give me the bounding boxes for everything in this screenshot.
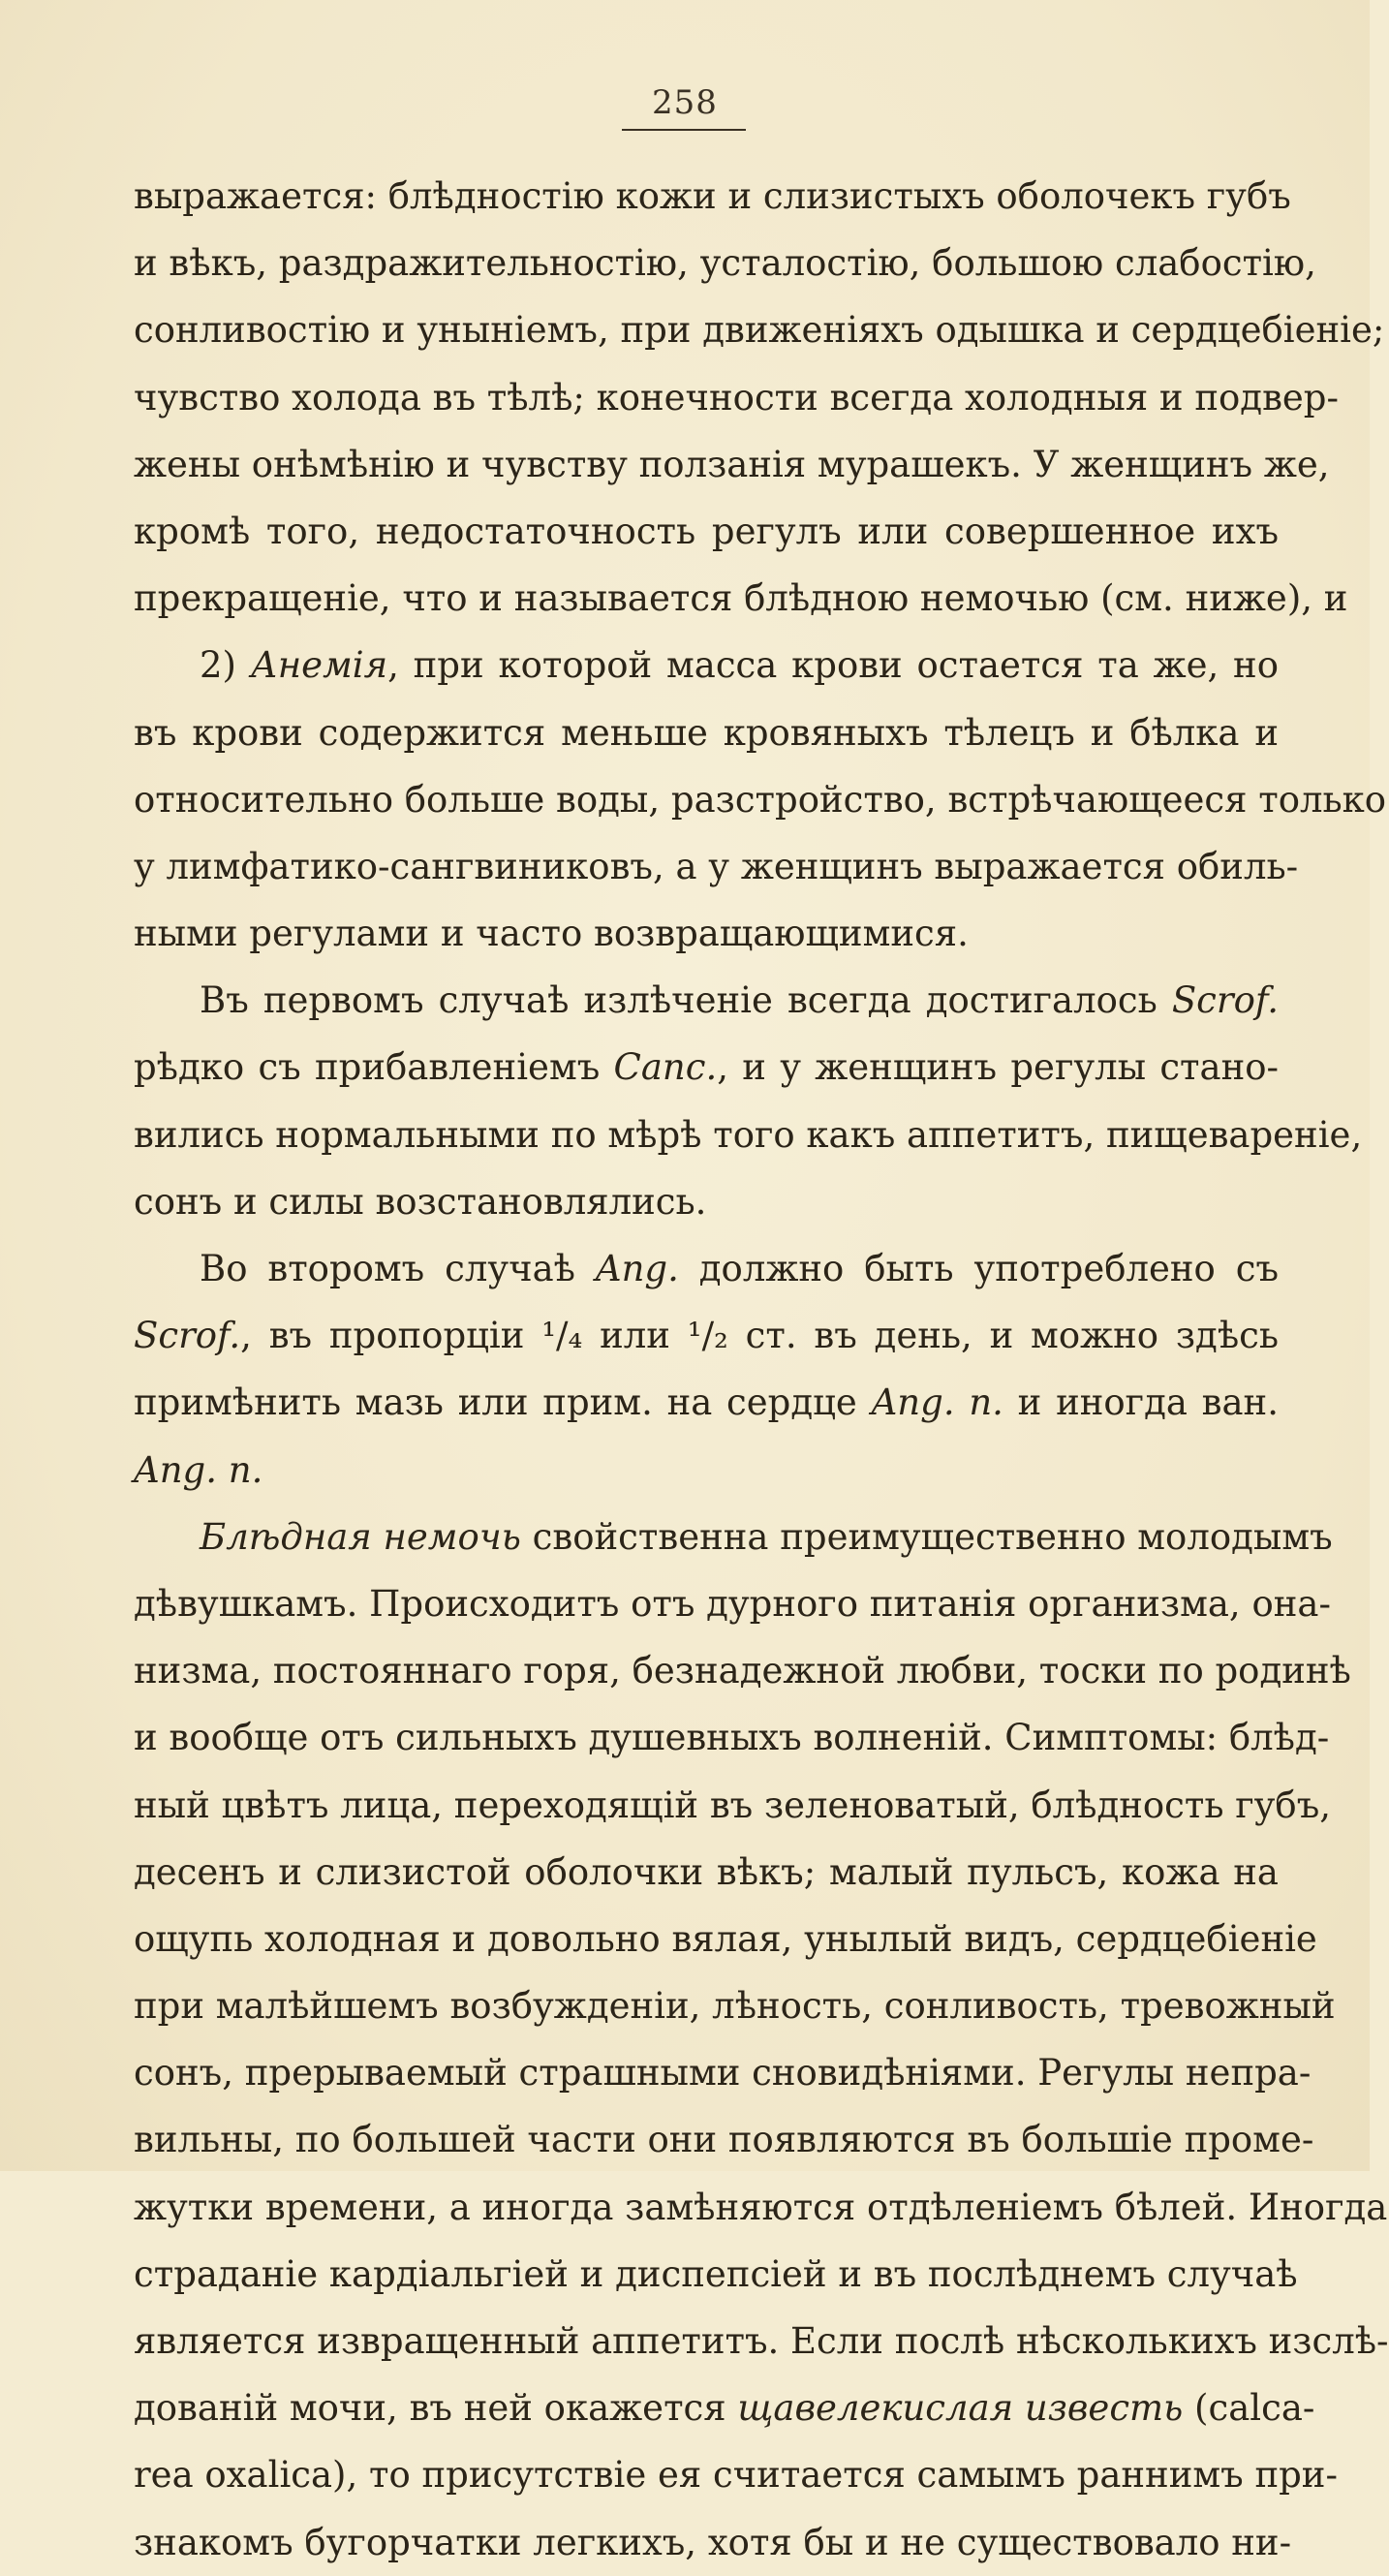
text-line: вились нормальными по мѣрѣ того какъ аппетитъ, пищевареніе, bbox=[134, 1113, 1363, 1156]
text-line bbox=[134, 967, 1279, 1034]
text-line bbox=[134, 632, 1279, 698]
text-line: жутки времени, а иногда замѣняются отдѣленіемъ бѣлей. Иногда bbox=[134, 2186, 1388, 2228]
text-line: чувство холода въ тѣлѣ; конечности всегда холодныя и подвер- bbox=[134, 376, 1339, 419]
text-line: относительно больше воды, разстройство, встрѣчающееся только bbox=[134, 778, 1387, 821]
italic-term: Ang. bbox=[595, 1248, 679, 1289]
text-line bbox=[134, 2374, 1315, 2441]
text-segment: должно быть употреблено съ bbox=[678, 1248, 1279, 1289]
text-line: страданіе кардіальгіей и диспепсіей и въ послѣднемъ случаѣ bbox=[134, 2252, 1298, 2295]
text-line: rea oxalica), то присутствіе ея считается самымъ раннимъ при- bbox=[134, 2454, 1338, 2497]
text-line: и вообще отъ сильныхъ душевныхъ волненій. Симптомы: блѣд- bbox=[134, 1717, 1330, 1759]
text-line bbox=[134, 1369, 1279, 1436]
italic-term: щавелекислая известь bbox=[737, 2387, 1184, 2430]
text-line: ный цвѣтъ лица, переходящій въ зеленоватый, блѣдность губъ, bbox=[134, 1784, 1332, 1826]
text-line: десенъ и слизистой оболочки вѣкъ; малый пульсъ, кожа на bbox=[134, 1850, 1279, 1893]
text-segment: и иногда ван. bbox=[1003, 1381, 1279, 1424]
text-segment: Во второмъ случаѣ bbox=[200, 1248, 596, 1289]
text-line: сонъ, прерываемый страшными сновидѣніями. Регулы непра- bbox=[134, 2052, 1312, 2095]
italic-term: Scrof. bbox=[134, 1315, 241, 1357]
text-line: ными регулами и часто возвращающимися. bbox=[134, 913, 969, 955]
text-line: ощупь холодная и довольно вялая, унылый видъ, сердцебіеніе bbox=[134, 1917, 1317, 1960]
text-segment: примѣнить мазь или прим. на сердце bbox=[134, 1381, 872, 1424]
italic-term: Анемія bbox=[250, 644, 388, 687]
text-segment: 2) bbox=[200, 644, 251, 687]
text-line: вильны, по большей части они появляются въ большіе проме- bbox=[134, 2119, 1314, 2161]
text-line: дѣвушкамъ. Происходитъ отъ дурного питанія организма, она- bbox=[134, 1582, 1331, 1625]
text-line: и вѣкъ, раздражительностію, усталостію, большою слабостію, bbox=[134, 242, 1316, 285]
text-segment: , и у женщинъ регулы стано- bbox=[717, 1046, 1280, 1089]
italic-term: Ang. n. bbox=[134, 1448, 263, 1491]
text-line: низма, постояннаго горя, безнадежной любви, тоски по родинѣ bbox=[134, 1650, 1351, 1692]
text-segment: свойственна преимущественно молодымъ bbox=[520, 1515, 1333, 1558]
text-line: въ крови содержится меньше кровяныхъ тѣлецъ и бѣлка и bbox=[134, 711, 1279, 754]
page-number: 258 bbox=[652, 83, 718, 122]
text-line bbox=[134, 1034, 1279, 1101]
italic-term: Ang. n. bbox=[871, 1381, 1003, 1424]
text-line bbox=[134, 1504, 1333, 1570]
text-line: у лимфатико-сангвиниковъ, а у женщинъ выражается обиль- bbox=[134, 845, 1299, 887]
text-line: выражается: блѣдностію кожи и слизистыхъ оболочекъ губъ bbox=[134, 175, 1291, 217]
text-line bbox=[134, 1235, 1279, 1302]
text-line: является извращенный аппетитъ. Если послѣ нѣсколькихъ изслѣ- bbox=[134, 2320, 1389, 2362]
text-line: сонливостію и уныніемъ, при движеніяхъ одышка и сердцебіеніе; bbox=[134, 309, 1385, 352]
text-line bbox=[134, 1302, 1279, 1369]
header-rule bbox=[622, 129, 746, 131]
italic-term: Canc. bbox=[613, 1046, 718, 1089]
text-segment: рѣдко съ прибавленіемъ bbox=[134, 1046, 614, 1089]
text-line: жены онѣмѣнію и чувству ползанія мурашекъ. У женщинъ же, bbox=[134, 443, 1330, 485]
text-line: кромѣ того, недостаточность регулъ или совершенное ихъ bbox=[134, 510, 1279, 552]
text-line: сонъ и силы возстановлялись. bbox=[134, 1180, 707, 1223]
text-segment: (calca- bbox=[1183, 2387, 1315, 2430]
italic-term: Scrof. bbox=[1171, 979, 1279, 1022]
text-line: прекращеніе, что и называется блѣдною немочью (см. ниже), и bbox=[134, 577, 1348, 620]
text-segment: , въ пропорціи ¹/₄ или ¹/₂ ст. въ день, и можно здѣсь bbox=[240, 1315, 1279, 1357]
text-line: при малѣйшемъ возбужденіи, лѣность, сонливость, тревожный bbox=[134, 1985, 1336, 2028]
body-text bbox=[134, 163, 1389, 2576]
text-segment: Въ первомъ случаѣ излѣченіе всегда достигалось bbox=[200, 979, 1172, 1022]
text-line bbox=[134, 1437, 1279, 1504]
text-segment: дованій мочи, въ ней окажется bbox=[134, 2387, 738, 2430]
text-segment: , при которой масса крови остается та же, но bbox=[387, 644, 1279, 687]
italic-term: Блѣдная немочь bbox=[200, 1515, 521, 1558]
text-line: знакомъ бугорчатки легкихъ, хотя бы и не существовало ни- bbox=[134, 2521, 1292, 2563]
